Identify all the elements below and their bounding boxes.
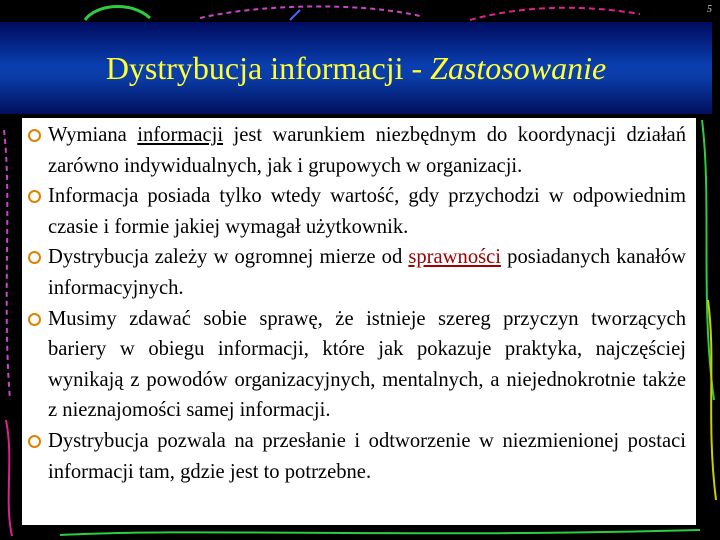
bullet-list bbox=[22, 118, 696, 487]
bullet-text: Dystrybucja pozwala na przesłanie i odtworzenie w niezmienionej postaci informacji tam, gdzie jest to potrzebne. bbox=[48, 429, 686, 483]
circle-bullet-icon bbox=[28, 313, 41, 326]
slide-title bbox=[0, 50, 712, 86]
informacji-link[interactable]: informacji bbox=[137, 124, 224, 146]
page-number: 5 bbox=[707, 4, 712, 15]
circle-bullet-icon bbox=[28, 435, 41, 448]
bullet-text: Wymiana bbox=[48, 124, 138, 146]
bullet-text: Musimy zdawać sobie sprawę, że istnieje szereg przyczyn tworzących bariery w obiegu informacji, które jak pokazuje praktyka, najczęściej wynikają z powodów organizacyjnych, mentalnych, a niejednokrotnie także z nieznajomości samej informacji. bbox=[48, 307, 686, 422]
circle-bullet-icon bbox=[28, 129, 41, 142]
bullet-item bbox=[26, 181, 686, 242]
content-panel bbox=[22, 118, 696, 525]
bullet-text: jest warunkiem niezbędnym do koordynacji działań zarówno indywidualnych, jak i grupowych w organizacji. bbox=[48, 124, 686, 177]
circle-bullet-icon bbox=[28, 190, 41, 203]
circle-bullet-icon bbox=[28, 251, 41, 264]
slide-title-italic: Zastosowanie bbox=[430, 50, 607, 86]
bullet-item bbox=[26, 426, 686, 487]
slide-title-main: Dystrybucja informacji - bbox=[105, 50, 431, 86]
bullet-item bbox=[26, 304, 686, 426]
sprawnosci-link[interactable]: sprawności bbox=[408, 246, 502, 269]
bullet-text: posiadanych kanałów informacyjnych. bbox=[48, 246, 686, 299]
bullet-text: Informacja posiada tylko wtedy wartość, gdy przychodzi w odpowiednim czasie i formie jakiej wymagał użytkownik. bbox=[48, 185, 686, 238]
bullet-text: Dystrybucja zależy w ogromnej mierze od bbox=[48, 246, 409, 269]
bullet-item bbox=[26, 242, 686, 303]
bullet-item bbox=[26, 120, 686, 181]
